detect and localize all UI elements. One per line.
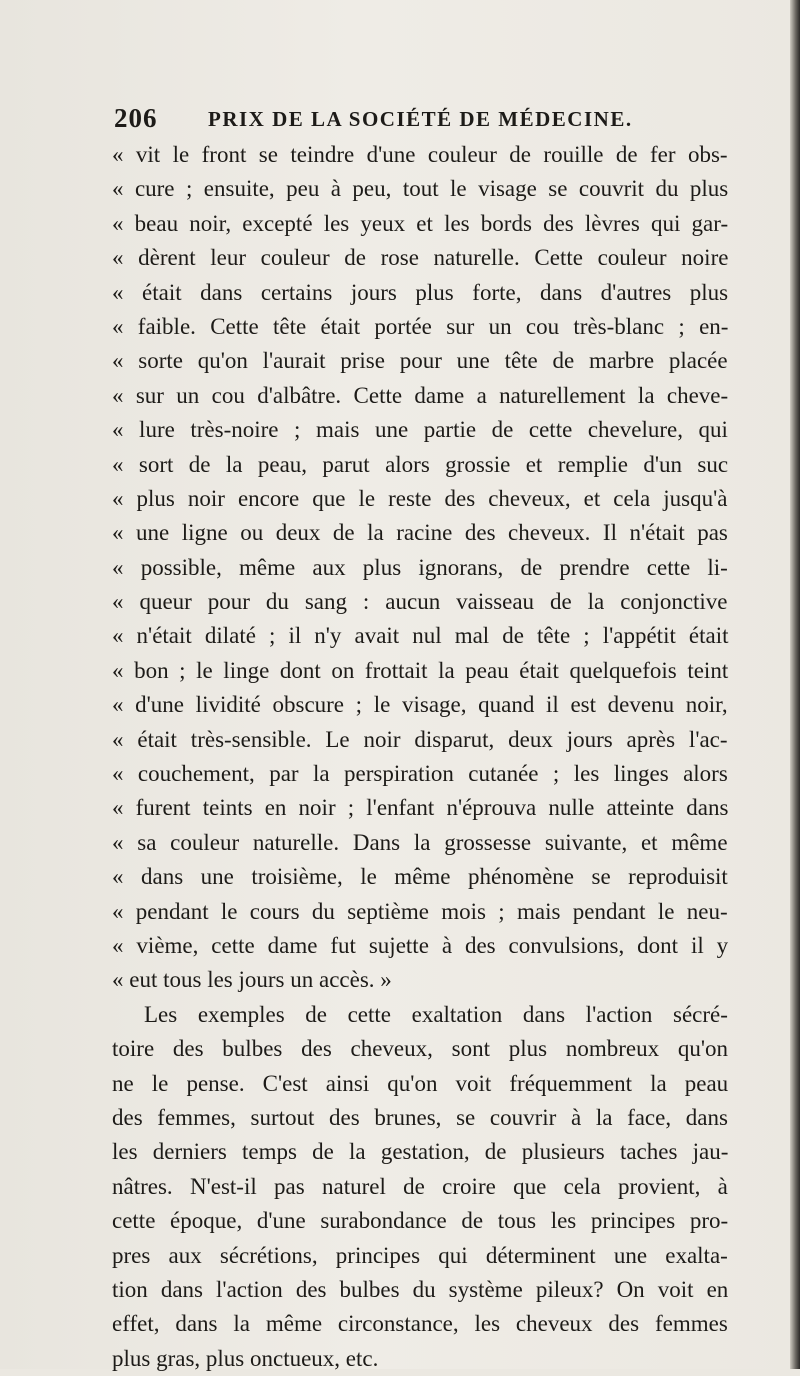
text-line: pres aux sécrétions, principes qui déterminent une exalta- xyxy=(112,1242,728,1268)
text-line: ne le pense. C'est ainsi qu'on voit fréquemment la peau xyxy=(112,1070,729,1096)
text-line: « eut tous les jours un accès. » xyxy=(112,967,392,993)
body-text xyxy=(112,138,728,1376)
page-header xyxy=(114,103,734,139)
text-line: « dans une troisième, le même phénomène se reproduisit xyxy=(112,864,728,890)
running-title: PRIX DE LA SOCIÉTÉ DE MÉDECINE. xyxy=(208,107,633,131)
text-line: « queur pour du sang : aucun vaisseau de la conjonctive xyxy=(112,589,728,615)
page-edge-shadow xyxy=(790,0,800,1369)
text-line: toire des bulbes des cheveux, sont plus nombreux qu'on xyxy=(112,1036,728,1062)
text-line: « sort de la peau, parut alors grossie et remplie d'un suc xyxy=(112,451,729,477)
text-line: « sur un cou d'albâtre. Cette dame a naturellement la cheve- xyxy=(112,382,729,408)
text-line: « couchement, par la perspiration cutanée ; les linges alors xyxy=(112,761,728,787)
text-line: « sa couleur naturelle. Dans la grossesse suivante, et même xyxy=(112,829,728,855)
text-line: « beau noir, excepté les yeux et les bords des lèvres qui gar- xyxy=(112,210,729,236)
text-line: « cure ; ensuite, peu à peu, tout le visage se couvrit du plus xyxy=(112,176,729,202)
text-line: cette époque, d'une surabondance de tous les principes pro- xyxy=(112,1208,729,1234)
text-line: « vième, cette dame fut sujette à des convulsions, dont il y xyxy=(112,932,729,958)
text-line: « bon ; le linge dont on frottait la peau était quelquefois teint xyxy=(112,657,729,683)
text-line: « vit le front se teindre d'une couleur de rouille de fer obs- xyxy=(112,142,728,167)
text-line: « était très-sensible. Le noir disparut, deux jours après l'ac- xyxy=(112,726,728,752)
text-line: effet, dans la même circonstance, les cheveux des femmes xyxy=(112,1311,728,1337)
paragraph-start-line: Les exemples de cette exaltation dans l'action sécré- xyxy=(144,1001,728,1027)
text-line: plus gras, plus onctueux, etc. xyxy=(112,1345,379,1371)
text-line: « possible, même aux plus ignorans, de prendre cette li- xyxy=(112,554,728,580)
text-line: « faible. Cette tête était portée sur un cou très-blanc ; en- xyxy=(112,313,729,339)
text-line: les derniers temps de la gestation, de plusieurs taches jau- xyxy=(112,1139,729,1165)
text-line: « sorte qu'on l'aurait prise pour une tête de marbre placée xyxy=(112,348,728,374)
text-line: « furent teints en noir ; l'enfant n'éprouva nulle atteinte dans xyxy=(112,795,729,821)
text-line: « une ligne ou deux de la racine des cheveux. Il n'était pas xyxy=(112,520,728,546)
text-line: « était dans certains jours plus forte, dans d'autres plus xyxy=(112,279,729,305)
text-line: nâtres. N'est-il pas naturel de croire que cela provient, à xyxy=(112,1173,728,1199)
text-line: « pendant le cours du septième mois ; mais pendant le neu- xyxy=(112,898,728,924)
page-number: 206 xyxy=(114,103,158,133)
text-line: « n'était dilaté ; il n'y avait nul mal de tête ; l'appétit était xyxy=(112,623,729,649)
text-line: « plus noir encore que le reste des cheveux, et cela jusqu'à xyxy=(112,485,728,511)
text-line: « lure très-noire ; mais une partie de cette chevelure, qui xyxy=(112,417,728,443)
text-line: tion dans l'action des bulbes du système pileux? On voit en xyxy=(112,1276,729,1302)
text-line: « d'une lividité obscure ; le visage, quand il est devenu noir, xyxy=(112,692,728,718)
text-line: « dèrent leur couleur de rose naturelle. Cette couleur noire xyxy=(112,245,729,271)
text-line: des femmes, surtout des brunes, se couvrir à la face, dans xyxy=(112,1104,728,1130)
